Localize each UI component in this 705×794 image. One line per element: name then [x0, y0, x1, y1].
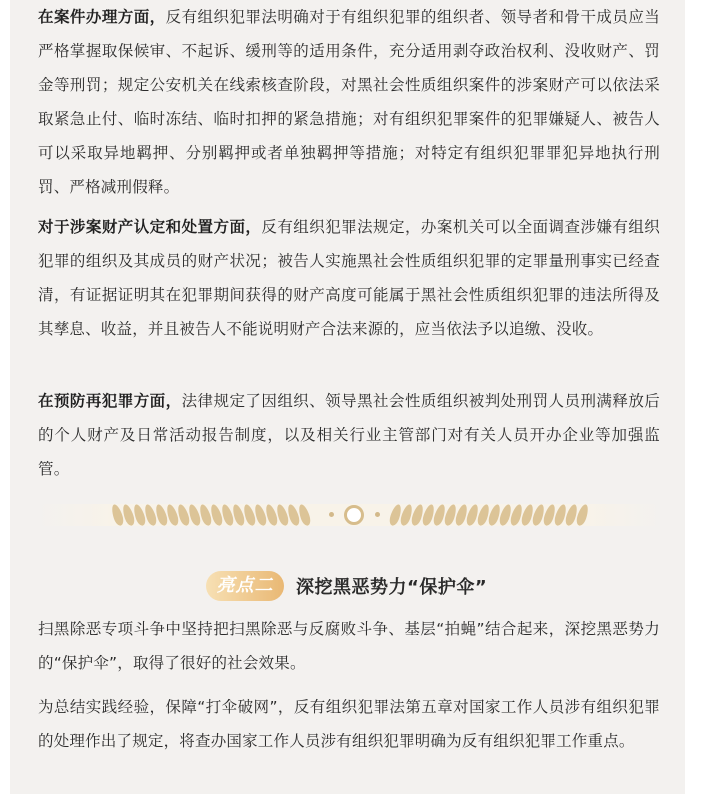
highlight-heading — [206, 566, 487, 606]
paragraph-umbrella-intro: 扫黑除恶专项斗争中坚持把扫黑除恶与反腐败斗争、基层“拍蝇”结合起来，深挖黑恶势力的“保护伞”，取得了很好的社会效果。 — [38, 620, 660, 672]
paragraph-lead: 对于涉案财产认定和处置方面， — [38, 218, 262, 236]
paragraph-case-handling — [38, 0, 660, 204]
wheat-right-icon — [390, 502, 588, 528]
paragraph-lead: 在预防再犯罪方面， — [38, 392, 182, 410]
paragraph-text: 法律规定了因组织、领导黑社会性质组织被判处刑罚人员刑满释放后的个人财产及日常活动报告制度，以及相关行业主管部门对有关人员开办企业等加强监管。 — [38, 392, 660, 478]
highlight-title: 深挖黑恶势力“保护伞” — [296, 577, 488, 598]
paragraph-umbrella-law: 为总结实践经验，保障“打伞破网”，反有组织犯罪法第五章对国家工作人员涉有组织犯罪的处理作出了规定，将查办国家工作人员涉有组织犯罪明确为反有组织犯罪工作重点。 — [38, 698, 660, 750]
paragraph-lead: 在案件办理方面， — [38, 8, 166, 26]
paragraph-property-disposal — [38, 210, 660, 346]
article-body — [10, 0, 685, 794]
paragraph-text: 反有组织犯罪法明确对于有组织犯罪的组织者、领导者和骨干成员应当严格掌握取保候审、不起诉、缓刑等的适用条件，充分适用剥夺政治权利、没收财产、罚金等刑罚；规定公安机关在线索核查阶段，对黑社会性质组织案件的涉案财产可以依法采取紧急止付、临时冻结、临时扣押的紧急措施；对有组织犯罪案件的犯罪嫌疑人、被告人可以采取异地羁押、分别羁押或者单独羁押等措施；对特定有组织犯罪罪犯异地执行刑罚、严格减刑假释。 — [38, 8, 660, 196]
wheat-ornament-icon — [38, 498, 660, 532]
wheat-left-icon — [112, 502, 310, 528]
paragraph-text: 反有组织犯罪法规定，办案机关可以全面调查涉嫌有组织犯罪的组织及其成员的财产状况；被告人实施黑社会性质组织犯罪的定罪量刑事实已经查清，有证据证明其在犯罪期间获得的财产高度可能属于黑社会性质组织犯罪的违法所得及其孳息、收益，并且被告人不能说明财产合法来源的，应当依法予以追缴、没收。 — [38, 218, 660, 338]
divider-center-icon — [325, 504, 385, 526]
paragraph-prevention — [38, 384, 660, 486]
highlight-badge: 亮点二 — [206, 571, 284, 601]
